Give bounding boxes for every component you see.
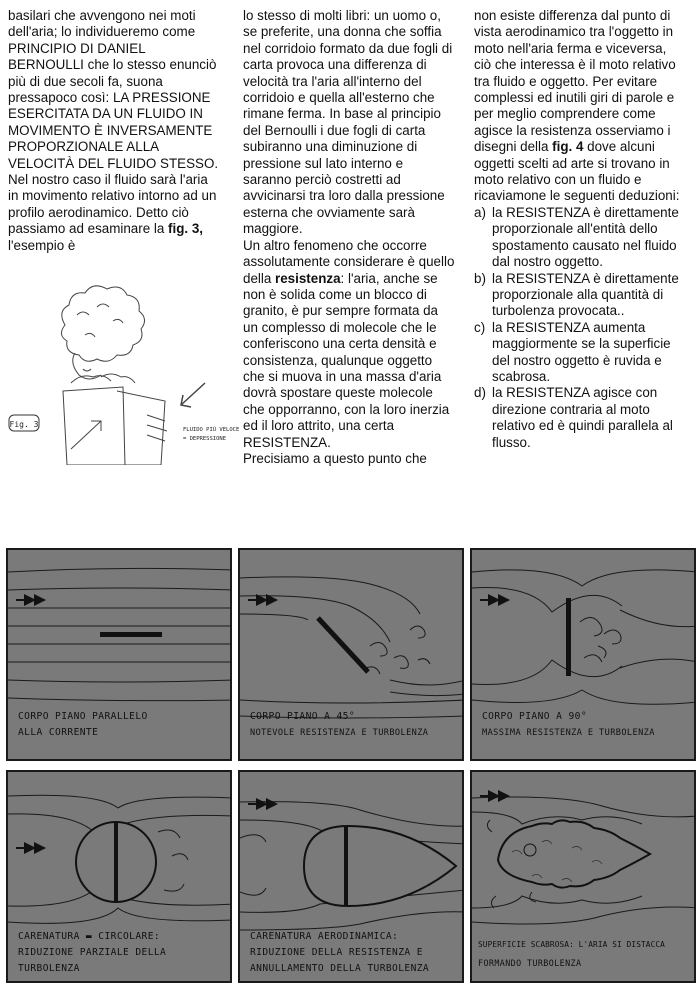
panel-caption-line-1: CARENATURA ▬ CIRCOLARE: (18, 931, 161, 942)
list-item: d) la RESISTENZA agisce con direzione contraria al moto relativo ed è quindi parallela al flusso. (474, 385, 673, 450)
list-item: c) la RESISTENZA aumenta maggiormente se la superficie del nostro oggetto è ruvida e scabrosa. (474, 319, 671, 384)
panel-caption-line-2: RIDUZIONE PARZIALE DELLA (18, 947, 167, 958)
paragraph: basilari che avvengono nei moti dell'aria; lo individueremo come PRINCIPIO DI DANIEL BERNOULLI che lo stesso enunciò più di due secoli fa, suona pressapoco così: LA PRESSIONE ESERCITATA DA UN FLUIDO IN MOVIMENTO È INVERSAMENTE PROPORZIONALE ALLA VELOCITÀ DEL FLUIDO STESSO. Nel nostro caso il fluido sarà l'aria in movimento relativo intorno ad un profilo aerodinamico. Detto ciò passiamo ad esaminare la fig. 3, l'esempio è (8, 8, 219, 253)
panel-aerodynamic-fairing (238, 770, 464, 983)
panel-circular-fairing (6, 770, 232, 983)
figure-reference: fig. 4 (552, 139, 584, 155)
panel-caption-line-3: TURBOLENZA (18, 963, 80, 974)
panel-caption-line-2: MASSIMA RESISTENZA E TURBOLENZA (482, 728, 655, 738)
paragraph: non esiste differenza dal punto di vista aerodinamico tra l'oggetto in moto nell'aria ferma e viceversa, ciò che interessa è il moto relativo tra fluido e oggetto. Per evitare complessi ed inutili giri di parole e per meglio comprendere come agisce la resistenza osserviamo i disegni della fig. 4 dove alcuni oggetti scelti ad arte si trovano in moto relativo con un fluido e ricaviamone le seguenti deduzioni: (474, 8, 680, 204)
list-item: b) la RESISTENZA è direttamente proporzionale alla quantità di turbolenza provocata.. (474, 270, 679, 319)
panel-rough-surface (470, 770, 696, 983)
article-column-1 (8, 8, 220, 254)
fig-3-note-line-1: FLUIDO PIÙ VELOCE (183, 427, 240, 433)
svg-text:Fig. 3: Fig. 3 (9, 420, 39, 429)
paragraph: lo stesso di molti libri: un uomo o, se preferite, una donna che soffia nel corridoio formato da due fogli di carta provoca una differenza di velocità tra l'aria all'interno del corridoio e quella all'esterno che rimane ferma. In base al principio del Bernoulli i due fogli di carta subiranno una diminuzione di pressione sul lato interno e saranno perciò costretti ad avvicinarsi tra loro dalla pressione esterna che ovviamente sarà maggiore. (243, 8, 453, 237)
article-column-3 (474, 8, 686, 451)
paragraph: Precisiamo a questo punto che (243, 450, 427, 466)
panel-caption-line-1: CARENATURA AERODINAMICA: (250, 931, 399, 942)
fig-3-note-line-2: = DEPRESSIONE (183, 436, 227, 442)
panel-caption-line-2: ALLA CORRENTE (18, 727, 99, 738)
panel-caption-line-1: CORPO PIANO A 45° (250, 711, 355, 722)
figure-4-panels (0, 548, 700, 997)
panel-flat-90 (470, 548, 696, 761)
panel-flat-45 (238, 548, 464, 761)
figure-3-sketch (5, 265, 240, 465)
deductions-list (474, 205, 686, 451)
panel-caption-line-1: CORPO PIANO A 90° (482, 711, 587, 722)
bold-term: resistenza (275, 270, 341, 286)
panel-caption-line-1: CORPO PIANO PARALLELO (18, 711, 148, 722)
figure-reference: fig. 3, (168, 221, 203, 237)
panel-caption-line-2: NOTEVOLE RESISTENZA E TURBOLENZA (250, 728, 429, 738)
fig-3-label (9, 415, 39, 431)
bernoulli-sketch-drawing (5, 265, 240, 465)
panel-flat-parallel (6, 548, 232, 761)
list-item: a) la RESISTENZA è direttamente proporzionale all'entità dello spostamento causato nel fluido dal nostro oggetto. (474, 204, 679, 270)
panel-caption-line-2: RIDUZIONE DELLA RESISTENZA E (250, 947, 423, 958)
panel-caption-line-1: SUPERFICIE SCABROSA: L'ARIA SI DISTACCA (478, 940, 665, 949)
article-column-2 (243, 8, 455, 467)
panel-caption-line-3: ANNULLAMENTO DELLA TURBOLENZA (250, 963, 430, 974)
panel-caption-line-2: FORMANDO TURBOLENZA (478, 958, 582, 968)
paragraph: Un altro fenomeno che occorre assolutamente considerare è quello della resistenza: l'aria, anche se non è solida come un blocco di granito, è pur sempre formata da un complesso di molecole che le conferiscono una certa densità e consistenza, qualunque oggetto che si muova in una massa d'aria dovrà spostare queste molecole che opporranno, con la loro inerzia ed il loro attrito, una certa RESISTENZA. (243, 237, 455, 450)
